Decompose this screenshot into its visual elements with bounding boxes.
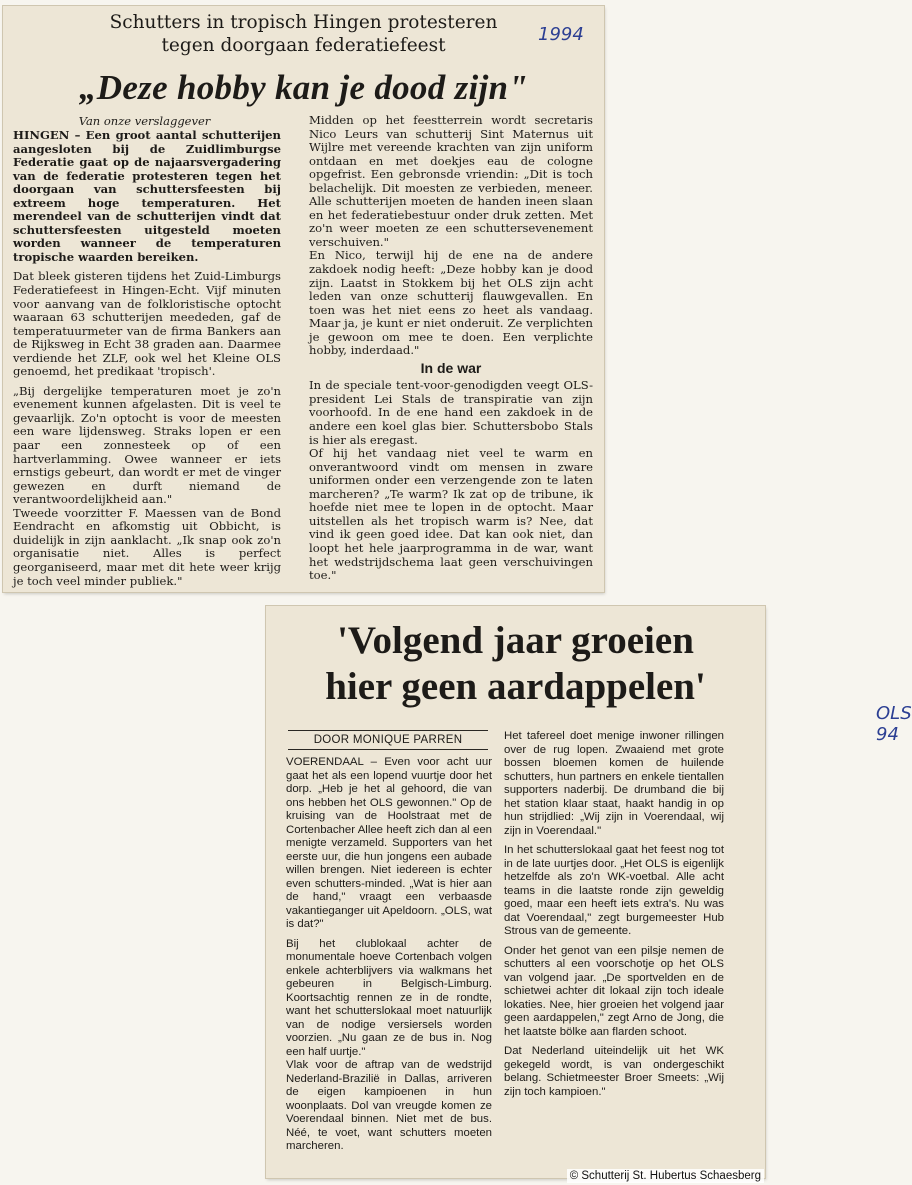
headline: „Deze hobby kan je dood zijn" [78,68,529,107]
paragraph: Midden op het feestterrein wordt secretaris Nico Leurs van schutterij Sint Maternus uit Wijlre met vereende krachten van zijn uniform ontdaan en met doekjes eau de cologne opgefrist. Een gebronsde vriendin: „Dit is toch belachelijk. Dit moesten ze verbieden, meneer. Alle schutterijen moeten de handen ineen slaan en het federatiebestuur onder druk zetten. Met zo'n weer moeten ze een schuttersevenement verschuiven." [309,113,593,249]
paragraph: En Nico, terwijl hij de ene na de andere zakdoek nodig heeft: „Deze hobby kan je dood zijn. Laatst in Stokkem bij het OLS zijn acht leden van onze schutterij flauwgevallen. En toen was het niet eens zo heet als vandaag. Maar ja, je kunt er niet onderuit. Ze verplichten je gewoon om mee te doen. Een verplichte hobby, inderdaad." [309,248,593,358]
copyright-notice: © Schutterij St. Hubertus Schaesberg [567,1169,764,1183]
author-byline: DOOR MONIQUE PARREN [288,730,488,750]
handwritten-note: OLS 94 [876,703,912,745]
lead-paragraph: HINGEN – Een groot aantal schutterijen aangesloten bij de Zuidlimburgse Federatie gaat op de najaarsvergadering van de federatie protesteren tegen het doorgaan van schuttersfeesten bij extreem hoge temperaturen. Het merendeel van de schutterijen vindt dat schuttersfeesten uitgesteld moeten worden wanneer de temperaturen tropische waarden bereiken. [13,128,281,264]
paragraph: In het schutterslokaal gaat het feest nog tot in de late uurtjes door. „Het OLS is eigenlijk hetzelfde als zo'n WK-voetbal. Alle acht teams in die laatste ronde zijn geweldig goed, maar een heeft iets extra's. Nu was dat Voerendaal," zegt burgemeester Hub Strous van de gemeente. [504,844,724,937]
subheading: In de war [420,359,482,376]
article-column-2 [504,730,724,1099]
paragraph: Het tafereel doet menige inwoner rillingen over de rug lopen. Zwaaiend met grote bossen bloemen komen de huilende schutters, hun partners en enkele tientallen supporters naderbij. De drumband die bij het station klaar staat, haakt handig in op hun strijdlied: „Wij zijn in Voerendaal, wij zijn in Voerendaal." [504,730,724,837]
byline: Van onze verslaggever [78,114,211,128]
article-column-1 [286,756,492,1154]
paragraph: In de speciale tent-voor-genodigden veegt OLS-president Lei Stals de transpiratie van zijn voorhoofd. In de ene hand een zakdoek in de andere een koel glas bier. Schuttersbobo Stals is hier als eregast. [309,378,593,447]
kicker-line-2: tegen doorgaan federatiefeest [161,35,446,56]
article-clipping-heatwave [3,6,604,592]
kicker-line-1: Schutters in tropisch Hingen protesteren [109,12,498,33]
paragraph: „Bij dergelijke temperaturen moet je zo'n evenement kunnen afgelasten. Dit is veel te gevaarlijk. Zo'n optocht is voor de meesten een ware lijdensweg. Straks lopen er een paar een zonnesteek op of een hartverlamming. Owee wanneer er iets ernstigs gebeurt, dan wordt er met de vinger gewezen en durft niemand de verantwoordelijkheid aan." [13,383,281,507]
paragraph: Dat bleek gisteren tijdens het Zuid-Limburgs Federatiefeest in Hingen-Echt. Vijf minuten voor aanvang van de folkloristische optocht waaraan 63 schutterijen meededen, gaf de temperatuurmeter van de firma Bankers aan de Rijksweg in Echt 38 graden aan. Daarmee verdiende het ZLF, ook wel het Kleine OLS genoemd, het predikaat 'tropisch'. [13,269,281,379]
paragraph: Tweede voorzitter F. Maessen van de Bond Eendracht en afkomstig uit Obbicht, is duidelijk in zijn aanklacht. „Ik snap ook zo'n organisatie niet. Alles is perfect georganiseerd, maar met dit hete weer krijg je toch veel minder publiek." [13,505,281,588]
article-clipping-ols [266,606,912,1178]
paragraph: Bij het clublokaal achter de monumentale hoeve Cortenbach volgen enkele achterblijvers via walkmans het gebeuren in Belgisch-Limburg. Koortsachtig rennen ze in de rondte, want het schutterslokaal moet natuurlijk van de nodige versiersels worden voorzien. „Nu gaan ze de bus in. Nog een half uurtje." [286,937,492,1058]
paragraph: Vlak voor de aftrap van de wedstrijd Nederland-Brazilië in Dallas, arriveren de eigen kampioenen in hun woonplaats. Dol van vreugde komen ze Voerendaal binnen. Niet met de bus. Néé, te voet, want schutters moeten marcheren. [286,1059,492,1152]
headline-line-2: hier geen aardappelen' [325,665,706,708]
handwritten-year: 1994 [538,24,584,45]
article-column-1 [13,129,281,588]
headline-line-1: 'Volgend jaar groeien [337,619,694,662]
paragraph: Dat Nederland uiteindelijk uit het WK gekegeld wordt, is van ondergeschikt belang. Schietmeester Broer Smeets: „Wij zijn toch kampioen." [504,1045,724,1098]
paragraph: Of hij het vandaag niet veel te warm en onverantwoord vindt om mensen in zware uniformen onder een verzengende zon te laten marcheren? „Te warm? Ik zat op de tribune, ik hoefde niet mee te lopen in de optocht. Maar uitstellen als het tropisch warm is? Nee, dat vind ik geen goed idee. Dat kan ook niet, dan loopt het hele jaarprogramma in de war, want het wedstrijdschema laat geen verschuivingen toe." [309,446,593,583]
paragraph: VOERENDAAL – Even voor acht uur gaat het als een lopend vuurtje door het dorp. „Heb je het al gehoord, die van ons hebben het OLS gewonnen." Op de kruising van de Hoolstraat met de Cortenbacher Allee heeft zich dan al een menigte verzameld. Supporters van het eerste uur, die hun jongens een aubade willen brengen. Niet iedereen is echter even schutters-minded. „Wat is hier aan de hand," vraagt een verbaasde vakantieganger uit Apeldoorn. „OLS, wat is dat?" [286,756,492,930]
article-column-2 [309,114,593,583]
paragraph: Onder het genot van een pilsje nemen de schutters al een voorschotje op het OLS van volgend jaar. „De sportvelden en de schietwei achter dit lokaal zijn toch ideale lokaties. Nee, hier groeien het volgend jaar geen aardappelen," zegt Arno de Jong, die het laatste bölke aan flarden schoot. [504,944,724,1038]
